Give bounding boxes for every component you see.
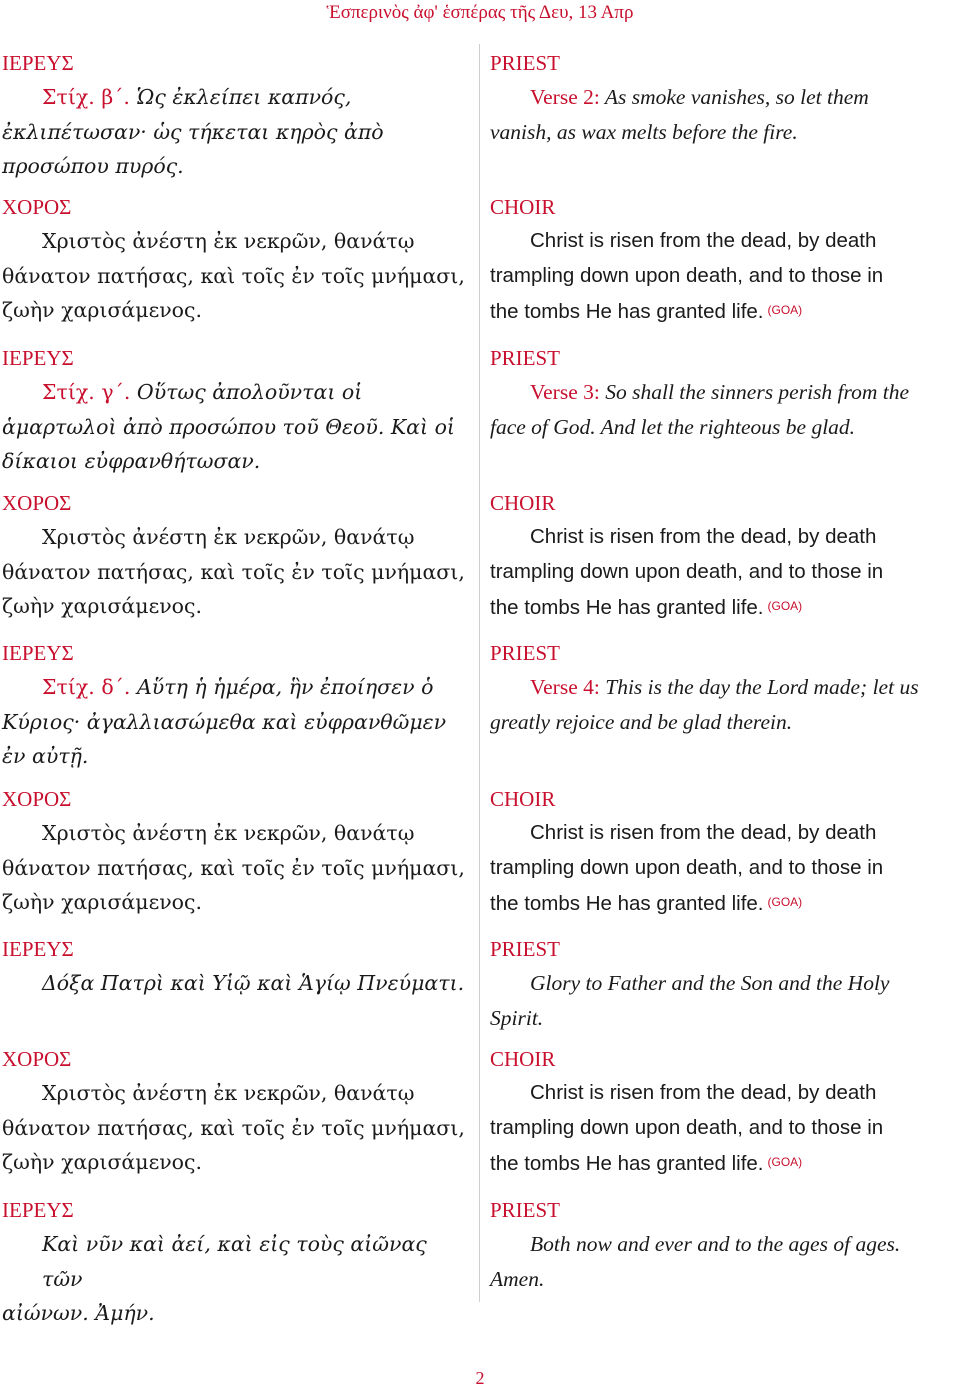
speaker-label: ΙΕΡΕΥΣ: [2, 937, 74, 961]
running-header: Ἑσπερινὸς ἀφ' ἑσπέρας τῆς Δευ, 13 Απρ: [326, 2, 634, 23]
greek-priest-verse4: [2, 636, 468, 774]
refrain-line: trampling down upon death, and to those in: [490, 263, 884, 287]
verse-line: greatly rejoice and be glad therein.: [490, 709, 793, 734]
refrain-line: Christ is risen from the dead, by death: [530, 1081, 877, 1105]
refrain-line: θάνατον πατήσας, καὶ τοῖς ἐν τοῖς μνήμασι,: [2, 855, 465, 880]
verse-text: [490, 375, 958, 444]
refrain-line: θάνατον πατήσας, καὶ τοῖς ἐν τοῖς μνήμασι,: [2, 1115, 465, 1140]
goa-tag: (GOA): [767, 895, 803, 910]
greek-choir-refrain: [2, 782, 468, 920]
verse-text: [2, 80, 468, 183]
verse-line: Both now and ever and to the ages of ages.: [530, 1232, 901, 1257]
english-priest-glory: [490, 932, 958, 1035]
greek-priest-verse3: [2, 341, 468, 479]
goa-tag: (GOA): [767, 303, 803, 318]
refrain-line: Χριστὸς ἀνέστη ἐκ νεκρῶν, θανάτῳ: [42, 229, 415, 254]
english-choir-refrain: [490, 782, 958, 922]
greek-choir-refrain: [2, 1042, 468, 1180]
verse-text: [2, 966, 468, 1000]
verse-line: Glory to Father and the Son and the Holy: [530, 971, 890, 996]
speaker-label: ΧΟΡΟΣ: [2, 787, 72, 811]
refrain-line: ζωὴν χαρισάμενος.: [2, 298, 203, 323]
verse-line: So shall the sinners perish from the: [605, 380, 910, 405]
refrain-line: Χριστὸς ἀνέστη ἐκ νεκρῶν, θανάτῳ: [42, 525, 415, 550]
verse-line: face of God. And let the righteous be glad.: [490, 414, 856, 439]
verse-label: Verse 4:: [530, 675, 600, 700]
verse-label: Στίχ. β΄.: [42, 85, 130, 110]
refrain-line: trampling down upon death, and to those in: [490, 559, 884, 583]
refrain-text: [490, 1076, 958, 1181]
refrain-line: the tombs He has granted life.: [490, 892, 764, 916]
refrain-line: Χριστὸς ἀνέστη ἐκ νεκρῶν, θανάτῳ: [42, 821, 415, 846]
verse-line: ἐν αὐτῇ.: [2, 744, 89, 769]
verse-line: Δόξα Πατρὶ καὶ Υἱῷ καὶ Ἁγίῳ Πνεύματι.: [42, 971, 465, 996]
verse-line: αἰώνων. Ἀμήν.: [2, 1301, 155, 1326]
verse-line: Αὕτη ἡ ἡμέρα, ἣν ἐποίησεν ὁ: [136, 675, 434, 700]
refrain-line: Christ is risen from the dead, by death: [530, 821, 877, 845]
refrain-text: [2, 520, 468, 623]
verse-line: This is the day the Lord made; let us: [605, 675, 919, 700]
verse-line: As smoke vanishes, so let them: [604, 85, 869, 110]
verse-line: vanish, as wax melts before the fire.: [490, 119, 798, 144]
verse-label: Verse 2:: [530, 85, 600, 110]
refrain-text: [2, 224, 468, 327]
goa-tag: (GOA): [767, 599, 803, 614]
verse-line: ἁμαρτωλοὶ ἀπὸ προσώπου τοῦ Θεοῦ. Καὶ οἱ: [2, 414, 455, 439]
speaker-label: CHOIR: [490, 1047, 556, 1071]
speaker-label: ΧΟΡΟΣ: [2, 195, 72, 219]
refrain-text: [490, 816, 958, 921]
refrain-line: Christ is risen from the dead, by death: [530, 525, 877, 549]
speaker-label: ΙΕΡΕΥΣ: [2, 641, 74, 665]
verse-line: Spirit.: [490, 1005, 544, 1030]
verse-text: [2, 375, 468, 478]
english-priest-both-now: [490, 1193, 958, 1296]
speaker-label: ΙΕΡΕΥΣ: [2, 346, 74, 370]
greek-priest-kai-nyn: [2, 1193, 468, 1331]
verse-text: [490, 670, 958, 739]
refrain-line: ζωὴν χαρισάμενος.: [2, 1150, 203, 1175]
refrain-line: ζωὴν χαρισάμενος.: [2, 890, 203, 915]
speaker-label: ΧΟΡΟΣ: [2, 1047, 72, 1071]
english-choir-refrain: [490, 486, 958, 626]
refrain-text: [2, 816, 468, 919]
refrain-line: ζωὴν χαρισάμενος.: [2, 594, 203, 619]
english-priest-verse4: [490, 636, 958, 739]
verse-text: [490, 1227, 958, 1296]
page-number: 2: [475, 1368, 485, 1388]
refrain-line: trampling down upon death, and to those in: [490, 1115, 884, 1139]
speaker-label: PRIEST: [490, 346, 561, 370]
verse-text: [2, 1227, 468, 1330]
refrain-line: the tombs He has granted life.: [490, 300, 764, 324]
speaker-label: PRIEST: [490, 1198, 561, 1222]
verse-text: [490, 966, 958, 1035]
refrain-line: the tombs He has granted life.: [490, 596, 764, 620]
speaker-label: ΧΟΡΟΣ: [2, 491, 72, 515]
refrain-line: Χριστὸς ἀνέστη ἐκ νεκρῶν, θανάτῳ: [42, 1081, 415, 1106]
speaker-label: PRIEST: [490, 641, 561, 665]
speaker-label: CHOIR: [490, 787, 556, 811]
english-priest-verse2: [490, 46, 958, 149]
refrain-line: Christ is risen from the dead, by death: [530, 229, 877, 253]
verse-line: Κύριος· ἀγαλλιασώμεθα καὶ εὐφρανθῶμεν: [2, 709, 447, 734]
greek-priest-doxa: [2, 932, 468, 1001]
verse-line: Ὡς ἐκλείπει καπνός,: [136, 85, 352, 110]
verse-line: ἐκλιπέτωσαν· ὡς τήκεται κηρὸς ἀπὸ: [2, 119, 384, 144]
verse-label: Στίχ. δ΄.: [42, 675, 131, 700]
greek-priest-verse2: [2, 46, 468, 184]
verse-label: Στίχ. γ΄.: [42, 380, 131, 405]
refrain-text: [490, 520, 958, 625]
column-divider: [479, 44, 480, 1302]
verse-line: Οὕτως ἀπολοῦνται οἱ: [136, 380, 363, 405]
speaker-label: ΙΕΡΕΥΣ: [2, 1198, 74, 1222]
verse-line: Amen.: [490, 1266, 545, 1291]
verse-line: δίκαιοι εὐφρανθήτωσαν.: [2, 449, 261, 474]
greek-choir-refrain: [2, 486, 468, 624]
refrain-line: the tombs He has granted life.: [490, 1152, 764, 1176]
english-choir-refrain: [490, 190, 958, 330]
speaker-label: PRIEST: [490, 937, 561, 961]
verse-line: προσώπου πυρός.: [2, 154, 184, 179]
greek-choir-refrain: [2, 190, 468, 328]
speaker-label: CHOIR: [490, 491, 556, 515]
refrain-text: [2, 1076, 468, 1179]
verse-text: [2, 670, 468, 773]
speaker-label: CHOIR: [490, 195, 556, 219]
english-choir-refrain: [490, 1042, 958, 1182]
refrain-line: θάνατον πατήσας, καὶ τοῖς ἐν τοῖς μνήμασι,: [2, 263, 465, 288]
verse-text: [490, 80, 958, 149]
goa-tag: (GOA): [767, 1155, 803, 1170]
refrain-line: θάνατον πατήσας, καὶ τοῖς ἐν τοῖς μνήμασι,: [2, 559, 465, 584]
verse-label: Verse 3:: [530, 380, 600, 405]
speaker-label: ΙΕΡΕΥΣ: [2, 51, 74, 75]
english-priest-verse3: [490, 341, 958, 444]
speaker-label: PRIEST: [490, 51, 561, 75]
refrain-line: trampling down upon death, and to those in: [490, 855, 884, 879]
refrain-text: [490, 224, 958, 329]
verse-line: Καὶ νῦν καὶ ἀεί, καὶ εἰς τοὺς αἰῶνας τῶν: [42, 1232, 427, 1291]
